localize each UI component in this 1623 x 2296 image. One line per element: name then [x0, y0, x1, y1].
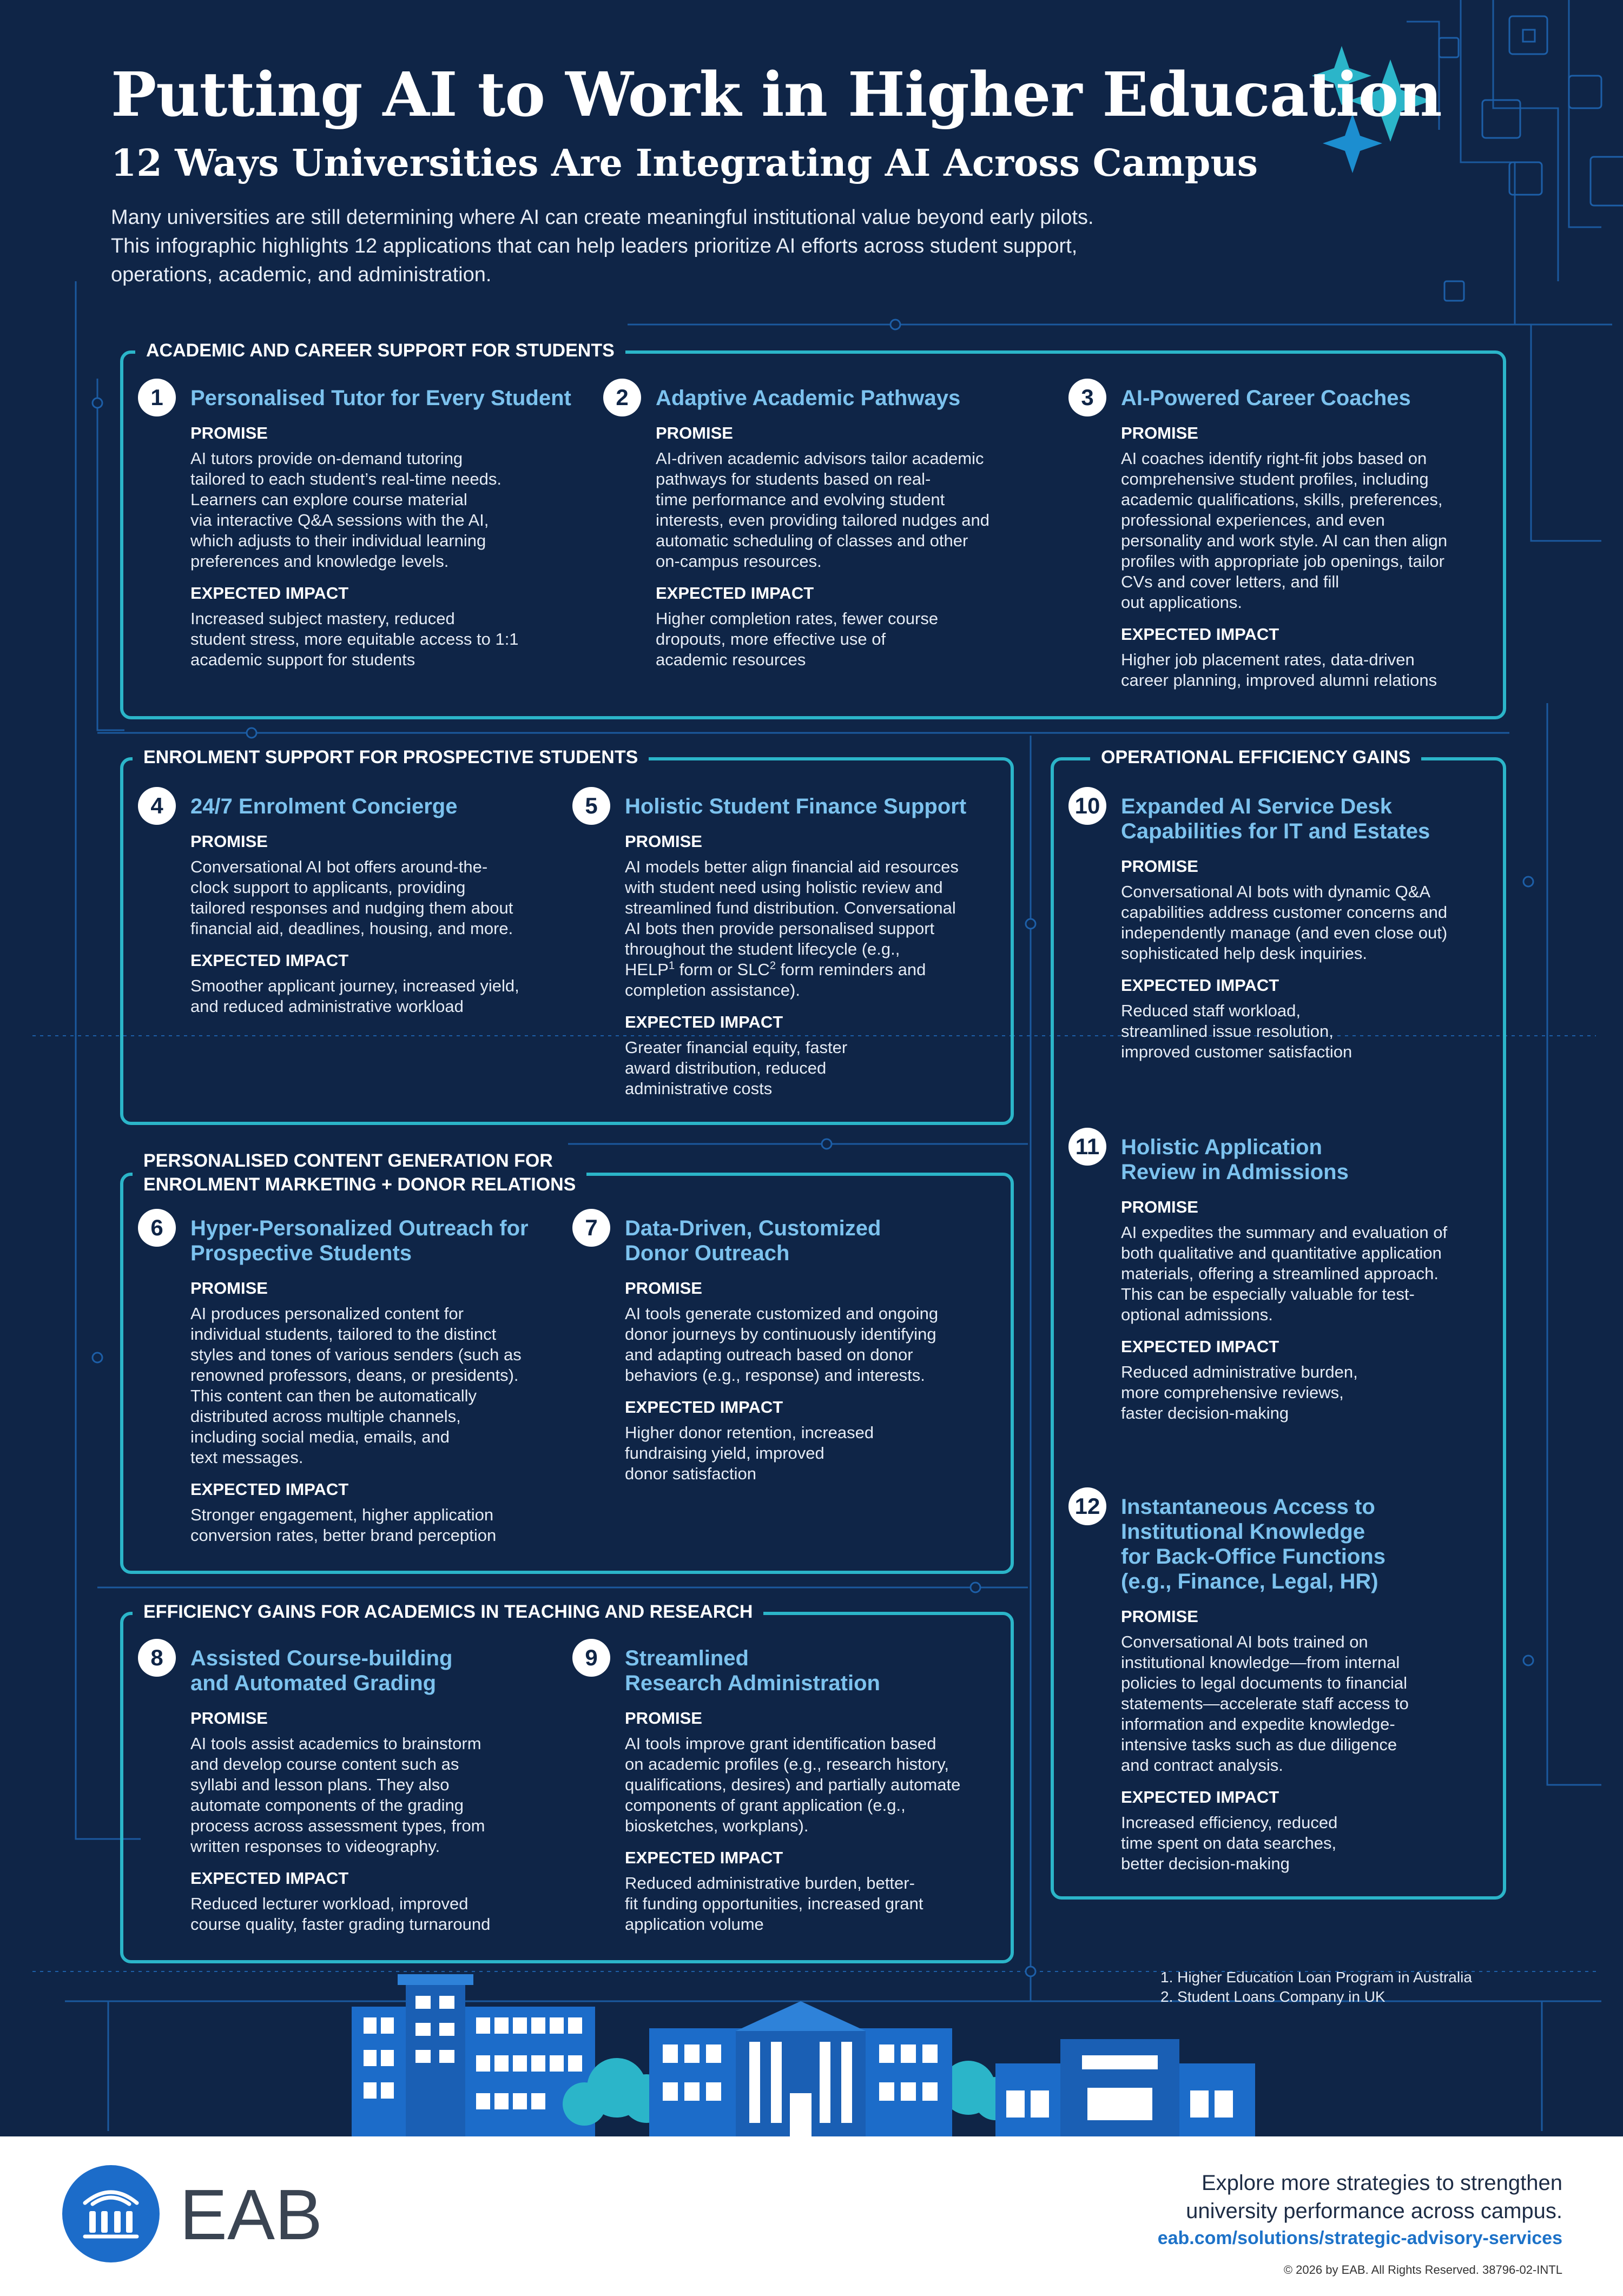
promise-line: academic qualifications, skills, preferences,: [1121, 490, 1443, 509]
impact-line: Smoother applicant journey, increased yield,: [190, 976, 519, 995]
promise-text: [656, 448, 1078, 572]
promise-line: intensive tasks such as due diligence: [1121, 1735, 1397, 1754]
impact-text: [1121, 1812, 1532, 1874]
promise-line: AI bots then provide personalised support: [625, 919, 935, 938]
impact-label: EXPECTED IMPACT: [625, 1013, 783, 1031]
impact-line: time spent on data searches,: [1121, 1834, 1337, 1852]
item-body: [625, 794, 1047, 1110]
promise-line: institutional knowledge—from internal: [1121, 1653, 1400, 1672]
promise-line: process across assessment types, from: [190, 1816, 485, 1835]
eab-logo-icon: [62, 2165, 160, 2262]
item-body: [625, 1646, 1047, 1946]
item-title: [625, 1646, 1047, 1696]
promise-line: capabilities address customer concerns and: [1121, 903, 1448, 922]
promise-line: information and expedite knowledge-: [1121, 1715, 1395, 1733]
impact-text: [625, 1037, 1047, 1099]
section-content-label: [133, 1149, 586, 1196]
promise-line: streamlined fund distribution. Conversational: [625, 898, 956, 917]
section-enrolment-label: ENROLMENT SUPPORT FOR PROSPECTIVE STUDENTS: [133, 745, 649, 769]
impact-label: EXPECTED IMPACT: [625, 1398, 783, 1417]
impact-line: faster decision-making: [1121, 1404, 1289, 1422]
item-title-line: Instantaneous Access to: [1121, 1495, 1375, 1519]
item-title: [190, 1646, 607, 1696]
impact-text: [1121, 1001, 1532, 1062]
item-number-badge: 12: [1068, 1487, 1106, 1525]
promise-line: and adapting outreach based on donor: [625, 1345, 913, 1364]
item-title-line: Research Administration: [625, 1671, 880, 1695]
promise-line: Conversational AI bot offers around-the-: [190, 857, 488, 876]
impact-line: Higher completion rates, fewer course: [656, 609, 939, 628]
item-title: [1121, 386, 1532, 411]
impact-line: career planning, improved alumni relations: [1121, 671, 1437, 690]
footnote: 2. Student Loans Company in UK: [1160, 1988, 1386, 2005]
promise-label: PROMISE: [625, 1709, 702, 1728]
impact-text: [190, 608, 607, 670]
item-body: [190, 1216, 607, 1557]
impact-label: EXPECTED IMPACT: [1121, 976, 1279, 995]
section-content-label-line: PERSONALISED CONTENT GENERATION FOR: [143, 1150, 553, 1171]
impact-line: Higher donor retention, increased: [625, 1423, 874, 1442]
item-number-badge: 4: [138, 787, 176, 825]
impact-line: Reduced administrative burden,: [1121, 1362, 1358, 1381]
impact-line: Increased efficiency, reduced: [1121, 1813, 1338, 1832]
promise-line: policies to legal documents to financial: [1121, 1673, 1408, 1692]
impact-line: Higher job placement rates, data-driven: [1121, 650, 1415, 669]
item-title: [656, 386, 1078, 411]
impact-text: [190, 976, 607, 1017]
impact-line: better decision-making: [1121, 1854, 1290, 1873]
item-title-line: Donor Outreach: [625, 1241, 790, 1265]
promise-text: [190, 448, 607, 572]
promise-line: out applications.: [1121, 593, 1243, 612]
impact-label: EXPECTED IMPACT: [190, 584, 349, 603]
impact-line: Increased subject mastery, reduced: [190, 609, 455, 628]
impact-text: [625, 1873, 1047, 1935]
item-title-line: Streamlined: [625, 1646, 749, 1670]
promise-line: qualifications, desires) and partially automate: [625, 1775, 961, 1794]
item-body: [190, 1646, 607, 1946]
promise-line: Learners can explore course material: [190, 490, 467, 509]
promise-line: profiles with appropriate job openings, tailor: [1121, 552, 1444, 571]
promise-line: individual students, tailored to the distinct: [190, 1325, 497, 1344]
impact-label: EXPECTED IMPACT: [656, 584, 814, 603]
promise-line: personality and work style. AI can then align: [1121, 531, 1448, 550]
promise-line: both qualitative and quantitative application: [1121, 1243, 1442, 1262]
item-title-line: (e.g., Finance, Legal, HR): [1121, 1570, 1378, 1593]
impact-line: Reduced administrative burden, better-: [625, 1874, 915, 1893]
impact-text: [625, 1422, 1047, 1484]
promise-line: materials, offering a streamlined approach.: [1121, 1264, 1439, 1283]
item-title: [190, 794, 607, 819]
promise-line: independently manage (and even close out): [1121, 923, 1448, 942]
item-number-badge: 7: [572, 1209, 610, 1247]
item-number-badge: 5: [572, 787, 610, 825]
item-body: [625, 1216, 1047, 1495]
impact-text: [190, 1505, 607, 1546]
promise-line: text messages.: [190, 1448, 304, 1467]
item-title-line: Review in Admissions: [1121, 1160, 1349, 1184]
item-body: [190, 386, 607, 681]
impact-line: Reduced staff workload,: [1121, 1001, 1301, 1020]
promise-label: PROMISE: [190, 832, 268, 851]
impact-label: EXPECTED IMPACT: [1121, 1788, 1279, 1807]
promise-line: tailored to each student’s real-time needs.: [190, 469, 502, 488]
promise-line: distributed across multiple channels,: [190, 1407, 461, 1426]
item-title: [190, 1216, 607, 1266]
impact-label: EXPECTED IMPACT: [625, 1848, 783, 1867]
promise-line: interests, even providing tailored nudges and: [656, 511, 989, 530]
item-body: [1121, 1494, 1532, 1885]
promise-line: comprehensive student profiles, including: [1121, 469, 1429, 488]
promise-line: AI tools improve grant identification based: [625, 1734, 936, 1753]
promise-line: components of grant application (e.g.,: [625, 1796, 906, 1815]
item-number-badge: 9: [572, 1639, 610, 1677]
impact-line: dropouts, more effective use of: [656, 630, 886, 649]
impact-line: academic resources: [656, 650, 806, 669]
promise-line: on-campus resources.: [656, 552, 822, 571]
promise-line: AI tools generate customized and ongoing: [625, 1304, 939, 1323]
promise-line: completion assistance).: [625, 981, 800, 1000]
item-title-line: Adaptive Academic Pathways: [656, 386, 961, 410]
campus-buildings-illustration: [352, 1974, 1255, 2136]
promise-label: PROMISE: [1121, 1607, 1198, 1626]
promise-text: [1121, 448, 1532, 613]
intro-line: operations, academic, and administration.: [111, 263, 492, 286]
item-title-line: Personalised Tutor for Every Student: [190, 386, 571, 410]
impact-line: Greater financial equity, faster: [625, 1038, 848, 1057]
promise-label: PROMISE: [1121, 1197, 1198, 1216]
item-body: [656, 386, 1078, 681]
promise-line: This content can then be automatically: [190, 1386, 477, 1405]
promise-line: financial aid, deadlines, housing, and more.: [190, 919, 513, 938]
impact-line: fit funding opportunities, increased grant: [625, 1894, 923, 1913]
promise-line: biosketches, workplans).: [625, 1816, 809, 1835]
promise-line: This can be especially valuable for test-: [1121, 1285, 1415, 1304]
promise-label: PROMISE: [1121, 424, 1198, 442]
promise-line: professional experiences, and even: [1121, 511, 1385, 530]
promise-line: sophisticated help desk inquiries.: [1121, 944, 1367, 963]
footer-cta-line: university performance across campus.: [1186, 2199, 1562, 2223]
item-title-line: Holistic Student Finance Support: [625, 795, 967, 818]
promise-text: [190, 857, 607, 939]
footnotes: [1160, 1968, 1472, 2007]
impact-line: student stress, more equitable access to 1:1: [190, 630, 519, 649]
item-title-line: Assisted Course-building: [190, 1646, 453, 1670]
impact-label: EXPECTED IMPACT: [1121, 625, 1279, 644]
item-number-badge: 8: [138, 1639, 176, 1677]
promise-line: AI tools assist academics to brainstorm: [190, 1734, 481, 1753]
item-title: [190, 386, 607, 411]
promise-label: PROMISE: [625, 1279, 702, 1298]
promise-line: via interactive Q&A sessions with the AI,: [190, 511, 489, 530]
promise-line: written responses to videography.: [190, 1837, 440, 1856]
item-title-line: Prospective Students: [190, 1241, 412, 1265]
impact-line: administrative costs: [625, 1079, 773, 1098]
promise-line: CVs and cover letters, and fill: [1121, 572, 1340, 591]
promise-line: on academic profiles (e.g., research history,: [625, 1755, 949, 1774]
item-number-badge: 6: [138, 1209, 176, 1247]
footer-cta-line: Explore more strategies to strengthen: [1201, 2171, 1562, 2195]
item-number-badge: 1: [138, 379, 176, 416]
page-title: Putting AI to Work in Higher Education: [111, 59, 1442, 130]
promise-line: AI coaches identify right-fit jobs based on: [1121, 449, 1427, 468]
impact-line: fundraising yield, improved: [625, 1444, 824, 1463]
section-academic-label: ACADEMIC AND CAREER SUPPORT FOR STUDENTS: [135, 339, 625, 362]
promise-line: styles and tones of various senders (such as: [190, 1345, 522, 1364]
promise-line: automatic scheduling of classes and other: [656, 531, 968, 550]
impact-text: [656, 608, 1078, 670]
item-number-badge: 2: [603, 379, 641, 416]
promise-text: [625, 857, 1047, 1001]
promise-text: [190, 1733, 607, 1857]
impact-line: improved customer satisfaction: [1121, 1042, 1352, 1061]
item-body: [1121, 386, 1532, 702]
impact-line: Reduced lecturer workload, improved: [190, 1894, 469, 1913]
copyright: © 2026 by EAB. All Rights Reserved. 38796-02-INTL: [1283, 2263, 1562, 2277]
impact-line: academic support for students: [190, 650, 415, 669]
promise-label: PROMISE: [656, 424, 733, 442]
promise-line: preferences and knowledge levels.: [190, 552, 449, 571]
impact-label: EXPECTED IMPACT: [190, 951, 349, 970]
item-title: [1121, 1494, 1532, 1594]
intro-line: Many universities are still determining where AI can create meaningful institutional value beyond early pilots.: [111, 206, 1094, 229]
promise-line: AI produces personalized content for: [190, 1304, 464, 1323]
promise-line: statements—accelerate staff access to: [1121, 1694, 1409, 1713]
impact-line: application volume: [625, 1915, 764, 1934]
promise-line: AI-driven academic advisors tailor academic: [656, 449, 984, 468]
impact-line: course quality, faster grading turnaround: [190, 1915, 491, 1934]
promise-line: donor journeys by continuously identifying: [625, 1325, 936, 1344]
promise-line: and develop course content such as: [190, 1755, 459, 1774]
item-body: [190, 794, 607, 1028]
item-title: [1121, 794, 1532, 844]
promise-line: behaviors (e.g., response) and interests.: [625, 1366, 925, 1385]
promise-label: PROMISE: [190, 1709, 268, 1728]
columns-icon: [62, 2165, 160, 2262]
footer-cta: [1186, 2169, 1562, 2225]
impact-label: EXPECTED IMPACT: [190, 1869, 349, 1888]
item-title: [625, 794, 1047, 819]
item-title-line: for Back-Office Functions: [1121, 1545, 1386, 1569]
promise-line: optional admissions.: [1121, 1305, 1273, 1324]
item-title-line: Hyper-Personalized Outreach for: [190, 1216, 529, 1240]
impact-text: [1121, 1362, 1532, 1424]
section-teaching-label: EFFICIENCY GAINS FOR ACADEMICS IN TEACHING AND RESEARCH: [133, 1600, 763, 1624]
promise-line: pathways for students based on real-: [656, 469, 931, 488]
promise-line: which adjusts to their individual learning: [190, 531, 486, 550]
promise-label: PROMISE: [190, 424, 268, 442]
promise-text: [1121, 1222, 1532, 1325]
promise-line: tailored responses and nudging them about: [190, 898, 513, 917]
promise-line: AI models better align financial aid resources: [625, 857, 959, 876]
eab-logo-text: EAB: [180, 2175, 323, 2254]
promise-line: Conversational AI bots trained on: [1121, 1632, 1368, 1651]
intro-line: This infographic highlights 12 applications that can help leaders prioritize AI efforts across student support,: [111, 235, 1078, 257]
promise-line: Conversational AI bots with dynamic Q&A: [1121, 882, 1431, 901]
item-body: [1121, 1135, 1532, 1434]
item-title-line: Expanded AI Service Desk: [1121, 795, 1392, 818]
promise-text: [625, 1304, 1047, 1386]
impact-line: donor satisfaction: [625, 1464, 756, 1483]
promise-line: renowned professors, deans, or presidents).: [190, 1366, 519, 1385]
impact-line: Stronger engagement, higher application: [190, 1505, 494, 1524]
impact-label: EXPECTED IMPACT: [1121, 1337, 1279, 1356]
promise-text: [1121, 1632, 1532, 1776]
promise-line: syllabi and lesson plans. They also: [190, 1775, 450, 1794]
item-title: [1121, 1135, 1532, 1185]
impact-text: [1121, 650, 1532, 691]
promise-line: automate components of the grading: [190, 1796, 464, 1815]
item-title: [625, 1216, 1047, 1266]
impact-line: streamlined issue resolution,: [1121, 1022, 1334, 1041]
impact-line: award distribution, reduced: [625, 1058, 827, 1077]
item-number-badge: 10: [1068, 787, 1106, 825]
promise-label: PROMISE: [190, 1279, 268, 1298]
promise-text: [1121, 882, 1532, 964]
promise-line: HELP$^1$ form or SLC$^2$ form reminders and: [625, 960, 926, 979]
promise-line: AI expedites the summary and evaluation of: [1121, 1223, 1448, 1242]
item-title-line: Capabilities for IT and Estates: [1121, 819, 1430, 843]
footnote: 1. Higher Education Loan Program in Australia: [1160, 1969, 1472, 1986]
footer-link[interactable]: eab.com/solutions/strategic-advisory-services: [1157, 2228, 1562, 2248]
section-operational-label: OPERATIONAL EFFICIENCY GAINS: [1090, 745, 1421, 769]
item-title-line: Holistic Application: [1121, 1135, 1322, 1159]
impact-label: EXPECTED IMPACT: [190, 1480, 349, 1499]
item-number-badge: 3: [1068, 379, 1106, 416]
promise-label: PROMISE: [1121, 857, 1198, 876]
item-title-line: 24/7 Enrolment Concierge: [190, 795, 458, 818]
promise-line: AI tutors provide on-demand tutoring: [190, 449, 463, 468]
item-title-line: Institutional Knowledge: [1121, 1520, 1365, 1544]
intro-paragraph: [111, 203, 1193, 289]
item-number-badge: 11: [1068, 1128, 1106, 1166]
impact-line: and reduced administrative workload: [190, 997, 464, 1016]
promise-line: including social media, emails, and: [190, 1427, 450, 1446]
impact-line: conversion rates, better brand perception: [190, 1526, 497, 1545]
promise-line: and contract analysis.: [1121, 1756, 1283, 1775]
impact-text: [190, 1894, 607, 1935]
section-content-label-line: ENROLMENT MARKETING + DONOR RELATIONS: [143, 1174, 576, 1195]
promise-line: time performance and evolving student: [656, 490, 945, 509]
item-title-line: Data-Driven, Customized: [625, 1216, 881, 1240]
impact-line: more comprehensive reviews,: [1121, 1383, 1344, 1402]
promise-text: [190, 1304, 607, 1468]
promise-text: [625, 1733, 1047, 1836]
item-title-line: and Automated Grading: [190, 1671, 437, 1695]
page-subtitle: 12 Ways Universities Are Integrating AI Across Campus: [111, 142, 1258, 185]
promise-line: throughout the student lifecycle (e.g.,: [625, 939, 900, 958]
promise-line: with student need using holistic review and: [625, 878, 943, 897]
promise-label: PROMISE: [625, 832, 702, 851]
item-body: [1121, 794, 1532, 1073]
promise-line: clock support to applicants, providing: [190, 878, 466, 897]
item-title-line: AI-Powered Career Coaches: [1121, 386, 1411, 410]
